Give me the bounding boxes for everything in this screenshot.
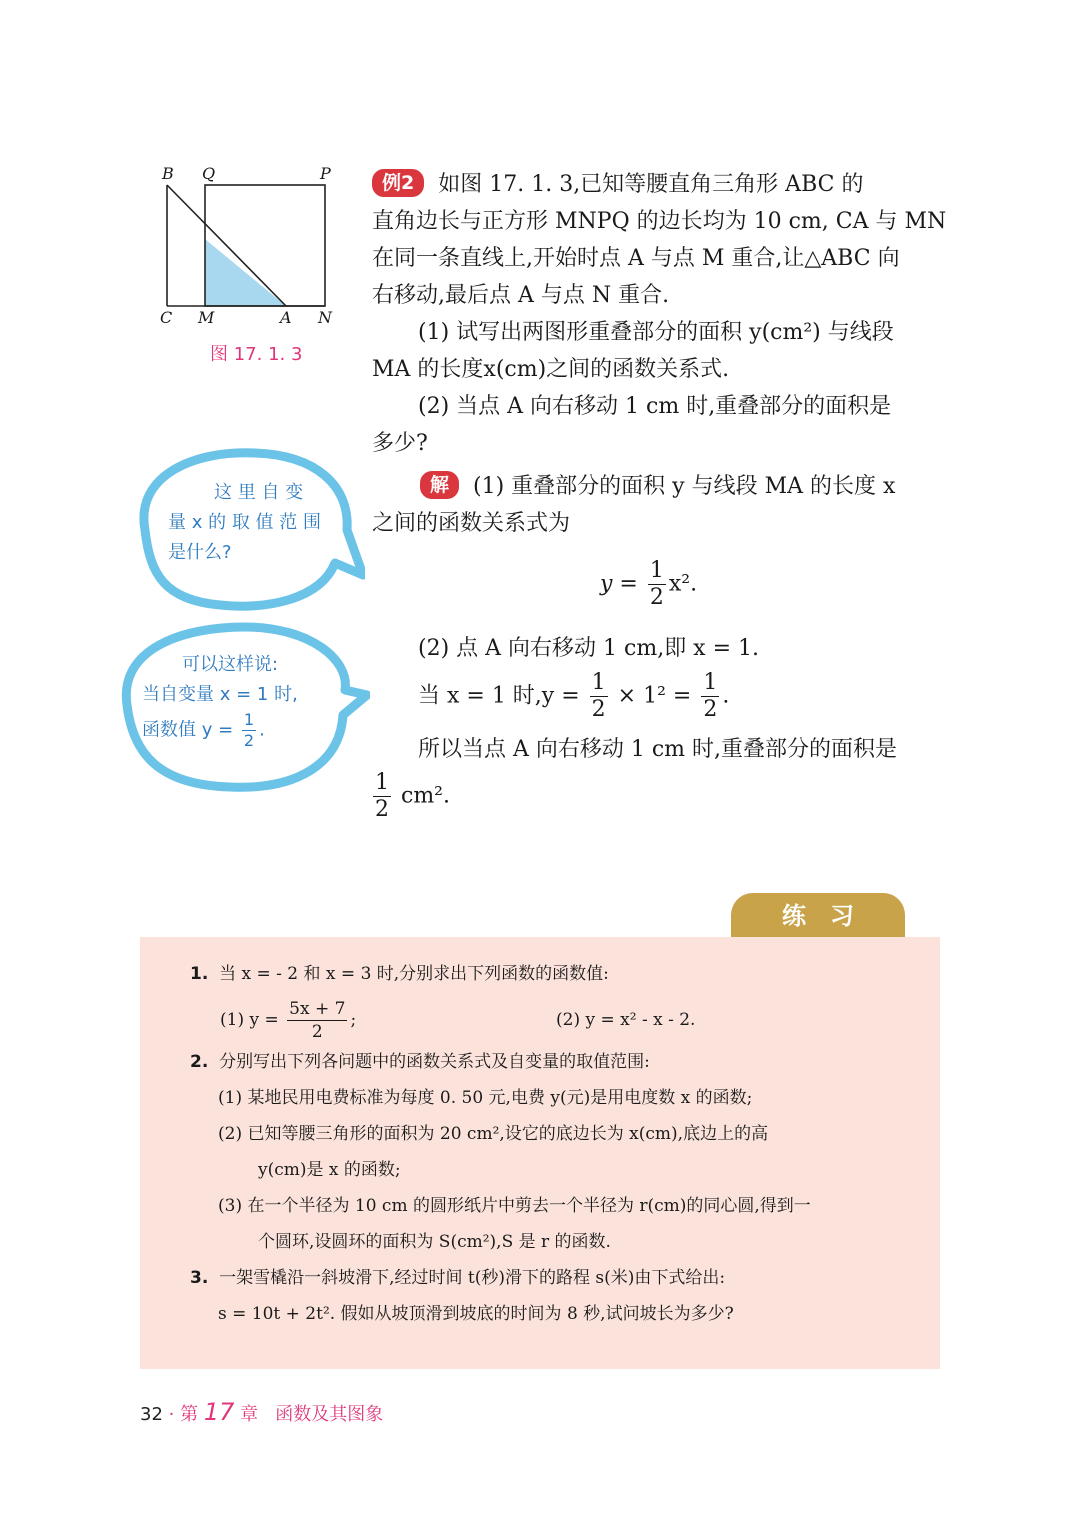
exercise-3-line2: s = 10t + 2t². 假如从坡顶滑到坡底的时间为 8 秒,试问坡长为多少? <box>218 1304 734 1324</box>
exercise-1a-den: 2 <box>311 1022 323 1042</box>
exercise-1a-frac <box>287 998 347 1043</box>
solution-part3-line2 <box>370 770 450 823</box>
exercise-3-line1: 一架雪橇沿一斜坡滑下,经过时间 t(秒)滑下的路程 s(米)由下式给出: <box>219 1268 726 1288</box>
exercise-1a <box>220 998 356 1043</box>
s3-frac <box>373 770 391 823</box>
overlap-region <box>205 239 286 306</box>
question-2-line2: 多少? <box>372 431 428 456</box>
example-block <box>372 166 952 462</box>
s2-frac2 <box>701 670 719 723</box>
s2-frac2-den: 2 <box>703 697 718 722</box>
exercise-3-num: 3. <box>190 1268 209 1288</box>
footer-dot: · <box>168 1404 175 1425</box>
label-c: C <box>160 308 173 327</box>
bubble-2-end: . <box>259 719 265 741</box>
s2-when: 当 x = 1 时,y = <box>418 683 580 709</box>
bubble-1-line2: 量 x 的 取 值 范 围 <box>168 512 321 533</box>
exercise-2c-line2: 个圆环,设圆环的面积为 S(cm²),S 是 r 的函数. <box>258 1232 611 1252</box>
solution-block <box>372 468 952 542</box>
label-q: Q <box>202 164 216 183</box>
chapter-title: 函数及其图象 <box>275 1404 384 1425</box>
exercise-2c-line1: (3) 在一个半径为 10 cm 的圆形纸片中剪去一个半径为 r(cm)的同心圆,得到一 <box>218 1196 811 1216</box>
formula-rhs: x². <box>668 571 698 597</box>
bubble-1-line3: 是什么? <box>168 542 232 563</box>
s2-frac1 <box>590 670 608 723</box>
figure-caption: 图 17. 1. 3 <box>210 344 303 365</box>
exercise-1b: (2) y = x² - x - 2. <box>556 1010 696 1030</box>
bubble-2-text <box>142 650 342 751</box>
solution-tag: 解 <box>420 471 459 499</box>
exercise-3 <box>190 1260 920 1296</box>
exercise-list <box>190 956 920 1332</box>
solution-line2: 之间的函数关系式为 <box>372 511 571 536</box>
question-1-line1: (1) 试写出两图形重叠部分的面积 y(cm²) 与线段 <box>418 320 894 345</box>
chapter-suffix: 章 <box>240 1404 259 1425</box>
label-a: A <box>280 308 292 327</box>
example-tag: 例2 <box>372 169 424 197</box>
chapter-prefix: 第 <box>180 1404 199 1425</box>
formula-lhs: y = <box>600 571 638 597</box>
bubble-1-line1: 这 里 自 变 <box>214 482 304 503</box>
label-m: M <box>198 308 215 327</box>
exercise-1a-end: ; <box>350 1010 357 1030</box>
s3-frac-den: 2 <box>375 797 389 822</box>
s2-end: . <box>722 683 730 709</box>
s2-mid: × 1² = <box>617 683 692 709</box>
bubble-2-frac-den: 2 <box>243 731 255 750</box>
solution-part2-line1: (2) 点 A 向右移动 1 cm,即 x = 1. <box>418 636 760 661</box>
exercise-1-parts <box>190 992 920 1044</box>
label-b: B <box>162 164 174 183</box>
exercise-2 <box>190 1044 920 1080</box>
formula-fraction <box>648 558 666 611</box>
exercise-1 <box>190 956 920 992</box>
solution-line1: (1) 重叠部分的面积 y 与线段 MA 的长度 x <box>473 474 896 499</box>
question-2-line1: (2) 当点 A 向右移动 1 cm 时,重叠部分的面积是 <box>418 394 892 419</box>
bubble-2-frac-num: 1 <box>243 710 255 729</box>
example-line1: 如图 17. 1. 3,已知等腰直角三角形 ABC 的 <box>438 172 864 197</box>
exercise-1-num: 1. <box>190 964 209 984</box>
page-number: 32 <box>140 1404 163 1425</box>
s3-frac-num: 1 <box>375 770 389 795</box>
page-footer <box>140 1398 383 1426</box>
exercise-1a-num: 5x + 7 <box>289 999 346 1019</box>
exercise-2b-line1: (2) 已知等腰三角形的面积为 20 cm²,设它的底边长为 x(cm),底边上的高 <box>218 1124 769 1144</box>
exercise-1a-prefix: (1) y = <box>220 1010 279 1030</box>
example-line4: 右移动,最后点 A 与点 N 重合. <box>372 283 670 308</box>
question-1-line2: MA 的长度x(cm)之间的函数关系式. <box>372 357 730 382</box>
s2-frac1-num: 1 <box>591 670 606 695</box>
chapter-number: 17 <box>203 1398 235 1426</box>
s2-frac2-num: 1 <box>703 670 718 695</box>
solution-part2-line2 <box>418 670 729 723</box>
exercise-1-text: 当 x = - 2 和 x = 3 时,分别求出下列函数的函数值: <box>219 964 609 984</box>
bubble-2-frac <box>242 710 256 751</box>
bubble-2-line1: 可以这样说: <box>182 654 279 675</box>
exercise-2a: (1) 某地民用电费标准为每度 0. 50 元,电费 y(元)是用电度数 x 的函数; <box>218 1088 753 1108</box>
formula-den: 2 <box>649 585 664 610</box>
figure-17-1-3 <box>150 160 350 370</box>
exercise-2b-line2: y(cm)是 x 的函数; <box>258 1160 401 1180</box>
formula-main <box>600 558 697 611</box>
formula-num: 1 <box>649 558 664 583</box>
bubble-2-line3 <box>142 710 342 751</box>
bubble-2-line2: 当自变量 x = 1 时, <box>142 684 298 705</box>
exercise-2-text: 分别写出下列各问题中的函数关系式及自变量的取值范围: <box>219 1052 650 1072</box>
exercise-title: 练 习 <box>731 893 905 937</box>
s2-frac1-den: 2 <box>591 697 606 722</box>
example-line3: 在同一条直线上,开始时点 A 与点 M 重合,让△ABC 向 <box>372 246 900 271</box>
solution-part3-line1: 所以当点 A 向右移动 1 cm 时,重叠部分的面积是 <box>418 737 898 762</box>
s3-unit: cm². <box>401 783 450 809</box>
example-line2: 直角边长与正方形 MNPQ 的边长均为 10 cm, CA 与 MN <box>372 209 947 234</box>
exercise-2-num: 2. <box>190 1052 209 1072</box>
label-p: P <box>320 164 331 183</box>
label-n: N <box>318 308 332 327</box>
bubble-2-line3-text: 函数值 y = <box>142 719 234 741</box>
bubble-1-text <box>168 478 338 568</box>
